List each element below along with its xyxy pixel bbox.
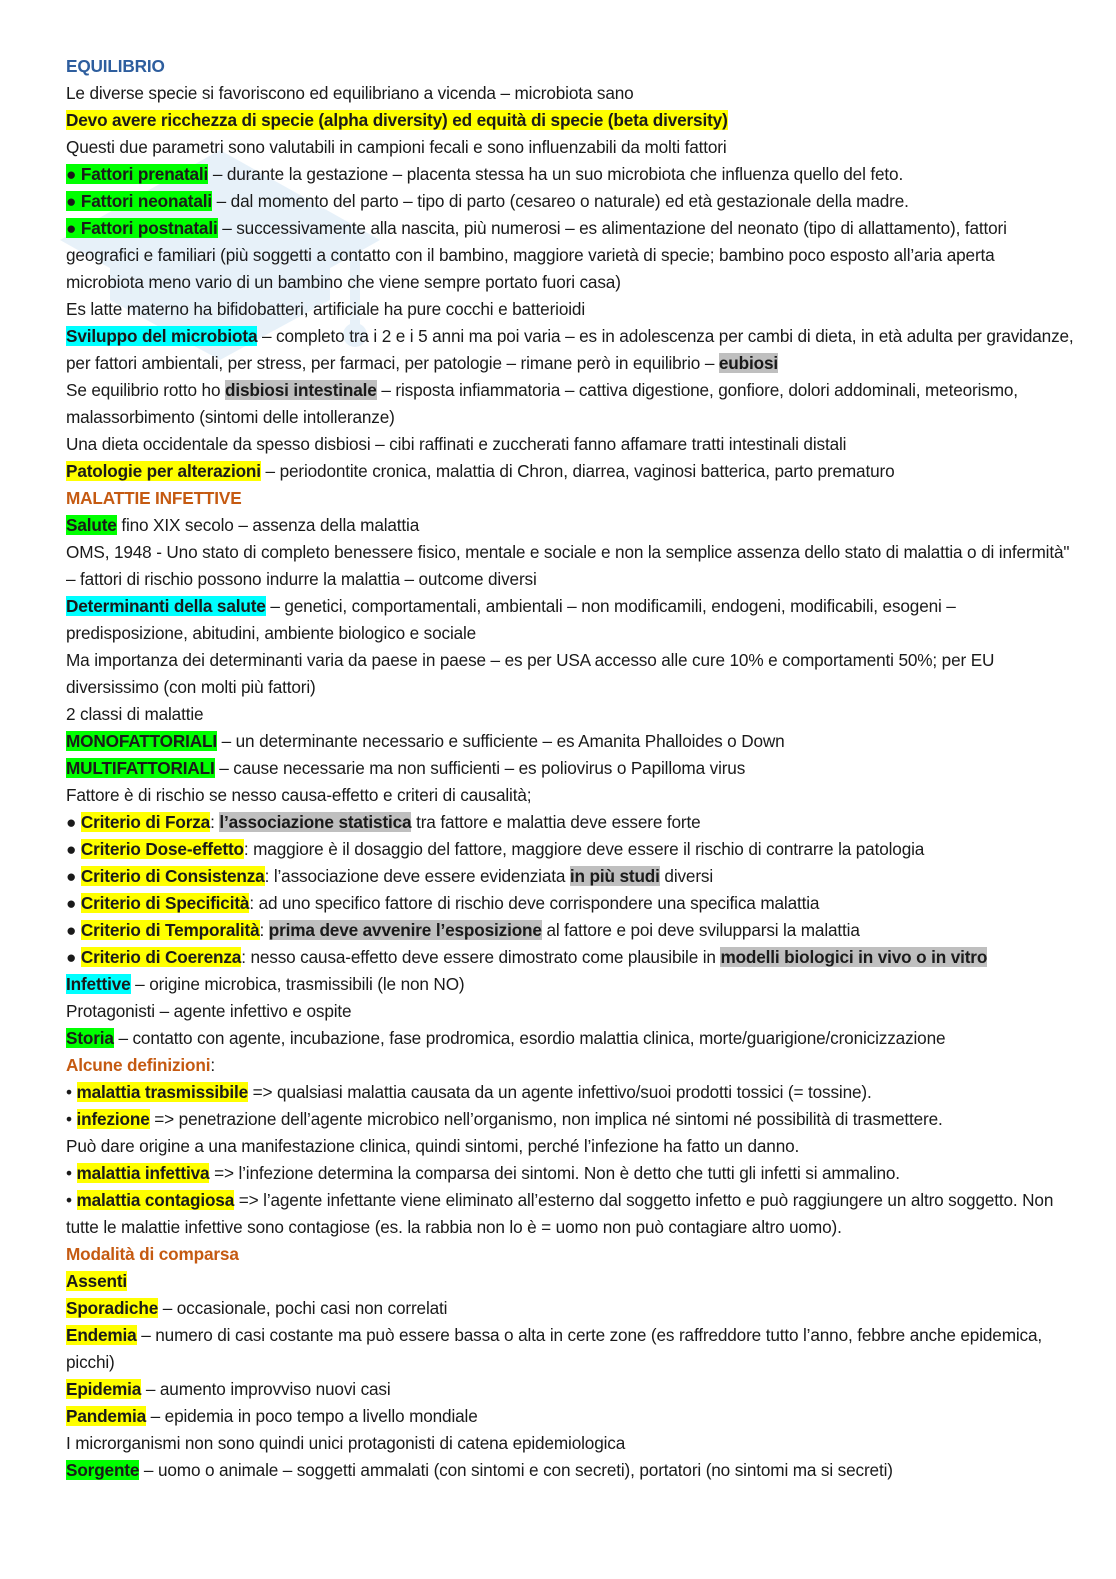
bullet: • [66, 1163, 77, 1183]
term-salute: Salute [66, 515, 117, 535]
bullet: ● [66, 920, 81, 940]
definition-text: – epidemia in poco tempo a livello mondiale [146, 1406, 478, 1426]
bullet: • [66, 1190, 77, 1210]
term-criterio-temporalita: Criterio di Temporalità [80, 920, 260, 940]
definition-item [66, 1187, 1076, 1241]
definition-item [66, 1160, 1076, 1187]
section-title-malattie-infettive: MALATTIE INFETTIVE [66, 488, 242, 508]
text-line: Le diverse specie si favoriscono ed equilibriano a vicenda – microbiota sano [66, 83, 634, 103]
text-span: : [259, 920, 269, 940]
term-malattia-trasmissibile: malattia trasmissibile [76, 1082, 249, 1102]
document-page [66, 53, 1076, 1484]
term-malattia-contagiosa: malattia contagiosa [76, 1190, 235, 1210]
term-pandemia: Pandemia [66, 1406, 146, 1426]
text-line: Questi due parametri sono valutabili in campioni fecali e sono influenzabili da molti fattori [66, 137, 727, 157]
highlight-gray: l’associazione statistica [219, 812, 412, 832]
text-line: Una dieta occidentale da spesso disbiosi – cibi raffinati e zuccherati fanno affamare tratti intestinali distali [66, 434, 847, 454]
bullet: ● [66, 866, 81, 886]
text-span: : ad uno specifico fattore di rischio deve corrispondere una specifica malattia [249, 893, 820, 913]
term-neonatali: ● Fattori neonatali [66, 191, 212, 211]
term-prenatali: ● Fattori prenatali [66, 164, 209, 184]
highlight-gray: prima deve avvenire l’esposizione [268, 920, 542, 940]
bullet: • [66, 1109, 77, 1129]
text-span: : maggiore è il dosaggio del fattore, maggiore deve essere il rischio di contrarre la patologia [243, 839, 925, 859]
definition-text: fino XIX secolo – assenza della malattia [116, 515, 420, 535]
text-span: : l’associazione deve essere evidenziata [264, 866, 570, 886]
bullet: ● [66, 839, 81, 859]
term-storia: Storia [66, 1028, 114, 1048]
definition-text: – contatto con agente, incubazione, fase prodromica, esordio malattia clinica, morte/guarigione/cronicizzazione [113, 1028, 946, 1048]
term-monofattoriali: MONOFATTORIALI [66, 731, 217, 751]
text-line [66, 1376, 1076, 1403]
text-line [66, 107, 1076, 134]
definition-text: => penetrazione dell’agente microbico nell’organismo, non implica né sintomi né possibilità di trasmettere. [149, 1109, 943, 1129]
text-span: : [210, 812, 220, 832]
criterion-item [66, 809, 1076, 836]
text-paragraph [66, 1322, 1076, 1376]
text-paragraph: Ma importanza dei determinanti varia da paese in paese – es per USA accesso alle cure 10% e comportamenti 50%; per EU diversissimo (con molti più fattori) [66, 650, 995, 697]
bullet: ● [66, 812, 81, 832]
list-item [66, 188, 1076, 215]
term-malattia-infettiva: malattia infettiva [76, 1163, 210, 1183]
term-determinanti: Determinanti della salute [66, 596, 266, 616]
bullet: ● [66, 893, 81, 913]
term-postnatali: ● Fattori postnatali [66, 218, 218, 238]
criterion-item [66, 944, 1076, 971]
term-criterio-specificita: Criterio di Specificità [80, 893, 250, 913]
criterion-item [66, 836, 1076, 863]
text-span: Se equilibrio rotto ho [66, 380, 225, 400]
definition-text: – durante la gestazione – placenta stessa ha un suo microbiota che influenza quello del feto. [208, 164, 904, 184]
term-criterio-dose-effetto: Criterio Dose-effetto [80, 839, 244, 859]
text-line: 2 classi di malattie [66, 704, 204, 724]
definition-text: => qualsiasi malattia causata da un agente infettivo/suoi prodotti tossici (= tossine). [248, 1082, 872, 1102]
text-line [66, 1457, 1076, 1484]
definition-text: => l’agente infettante viene eliminato all’esterno dal soggetto infetto e può raggiungere un altro soggetto. Non tutte le malattie infettive sono contagiose (es. la rabbia non lo è = uomo non può contagiare altro uomo). [66, 1190, 1054, 1237]
text-line [66, 728, 1076, 755]
highlight-gray: in più studi [569, 866, 660, 886]
text-span: tra fattore e malattia deve essere forte [411, 812, 701, 832]
term-assenti: Assenti [66, 1271, 128, 1291]
text-line [66, 512, 1076, 539]
term-criterio-consistenza: Criterio di Consistenza [80, 866, 265, 886]
term-patologie: Patologie per alterazioni [66, 461, 261, 481]
definition-text: – uomo o animale – soggetti ammalati (con sintomi e con secreti), portatori (no sintomi ma si secreti) [139, 1460, 893, 1480]
bullet: • [66, 1082, 77, 1102]
text-paragraph [66, 323, 1076, 377]
text-line: Può dare origine a una manifestazione clinica, quindi sintomi, perché l’infezione ha fatto un danno. [66, 1136, 800, 1156]
definition-text: – cause necessarie ma non sufficienti – es poliovirus o Papilloma virus [214, 758, 746, 778]
text-span: : [210, 1055, 215, 1075]
text-line [66, 971, 1076, 998]
definition-text: – origine microbica, trasmissibili (le non NO) [130, 974, 465, 994]
definition-text: – periodontite cronica, malattia di Chron, diarrea, vaginosi batterica, parto prematuro [260, 461, 895, 481]
definition-text: – aumento improvviso nuovi casi [141, 1379, 391, 1399]
term-infettive: Infettive [66, 974, 131, 994]
highlight-gray: modelli biologici in vivo o in vitro [720, 947, 988, 967]
definition-item [66, 1106, 1076, 1133]
definition-text: => l’infezione determina la comparsa dei sintomi. Non è detto che tutti gli infetti si ammalino. [209, 1163, 900, 1183]
definition-item [66, 1079, 1076, 1106]
text-line [66, 458, 1076, 485]
text-line: Protagonisti – agente infettivo e ospite [66, 1001, 352, 1021]
text-span: al fattore e poi deve svilupparsi la malattia [541, 920, 860, 940]
bullet: ● [66, 947, 81, 967]
text-line: Fattore è di rischio se nesso causa-effetto e criteri di causalità; [66, 785, 532, 805]
text-line: I microrganismi non sono quindi unici protagonisti di catena epidemiologica [66, 1433, 626, 1453]
list-item [66, 161, 1076, 188]
criterion-item [66, 863, 1076, 890]
section-title-modalita: Modalità di comparsa [66, 1244, 239, 1264]
section-title-definizioni [66, 1052, 1076, 1079]
text-span: : nesso causa-effetto deve essere dimostrato come plausibile in [241, 947, 721, 967]
term-sorgente: Sorgente [66, 1460, 140, 1480]
text-line [66, 755, 1076, 782]
term-sporadiche: Sporadiche [66, 1298, 159, 1318]
definition-text: – successivamente alla nascita, più numerosi – es alimentazione del neonato (tipo di allattamento), fattori geografici e familiari (più soggetti a contatto con il bambino, maggiore varietà di specie; bambino poco esposto all’aria aperta microbiota meno vario di un bambino che viene sempre portato fuori casa) [66, 218, 1007, 292]
term-infezione: infezione [76, 1109, 150, 1129]
definition-text: – dal momento del parto – tipo di parto (cesareo o naturale) ed età gestazionale della madre. [212, 191, 909, 211]
section-title-equilibrio: EQUILIBRIO [66, 56, 165, 76]
criterion-item [66, 917, 1076, 944]
text-span: diversi [659, 866, 714, 886]
term-criterio-coerenza: Criterio di Coerenza [80, 947, 242, 967]
text-line [66, 1403, 1076, 1430]
text-paragraph [66, 593, 1076, 647]
text-paragraph [66, 377, 1076, 431]
criterion-item [66, 890, 1076, 917]
definition-text: – genetici, comportamentali, ambientali – non modificamili, endogeni, modificabili, esogeni – predisposizione, abitudini, ambiente biologico e sociale [66, 596, 956, 643]
section-title-text: Alcune definizioni [66, 1055, 211, 1075]
definition-text: – numero di casi costante ma può essere bassa o alta in certe zone (es raffreddore tutto l’anno, febbre anche epidemica, picchi) [66, 1325, 1043, 1372]
term-sviluppo-microbiota: Sviluppo del microbiota [66, 326, 258, 346]
text-line: Es latte materno ha bifidobatteri, artificiale ha pure cocchi e batterioidi [66, 299, 585, 319]
definition-text: – risposta infiammatoria – cattiva digestione, gonfiore, dolori addominali, meteorismo, malassorbimento (sintomi delle intolleranze) [66, 380, 1018, 427]
list-item [66, 215, 1076, 296]
text-line [66, 1268, 1076, 1295]
definition-text: – un determinante necessario e sufficiente – es Amanita Phalloides o Down [216, 731, 785, 751]
term-disbiosi: disbiosi intestinale [224, 380, 377, 400]
term-epidemia: Epidemia [66, 1379, 142, 1399]
text-paragraph: OMS, 1948 - Uno stato di completo benessere fisico, mentale e sociale e non la semplice assenza dello stato di malattia o di infermità" – fattori di rischio possono indurre la malattia – outcome diversi [66, 542, 1070, 589]
highlighted-sentence: Devo avere ricchezza di specie (alpha diversity) ed equità di specie (beta diversity) [66, 110, 728, 130]
term-endemia: Endemia [66, 1325, 137, 1345]
definition-text: – occasionale, pochi casi non correlati [158, 1298, 448, 1318]
text-line [66, 1295, 1076, 1322]
text-line [66, 1025, 1076, 1052]
term-multifattoriali: MULTIFATTORIALI [66, 758, 215, 778]
term-eubiosi: eubiosi [718, 353, 778, 373]
definition-text: – completo tra i 2 e i 5 anni ma poi varia – es in adolescenza per cambi di dieta, in età adulta per gravidanze, per fattori ambientali, per stress, per farmaci, per patologie – rimane però in equilibrio – [66, 326, 1074, 373]
term-criterio-forza: Criterio di Forza [80, 812, 211, 832]
